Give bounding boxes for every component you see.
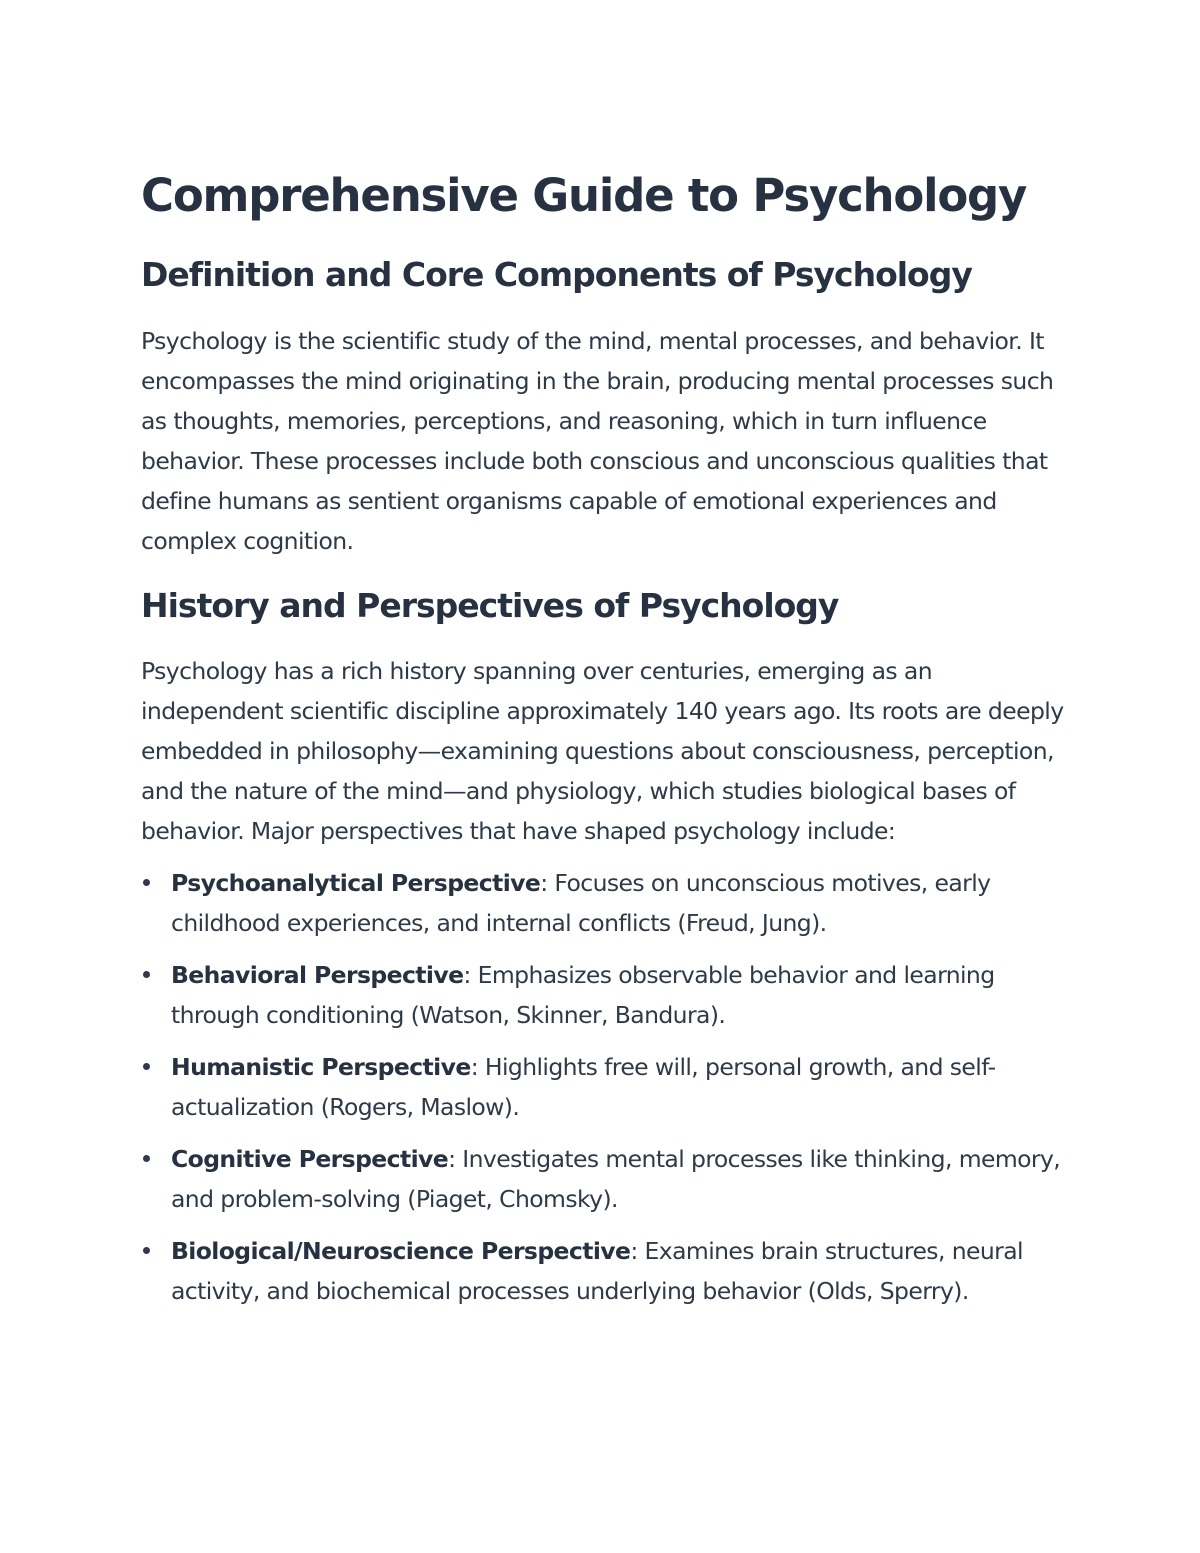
list-item-text: : Examines brain structures, neural activity, and biochemical processes underlying behavior (Olds, Sperry). (171, 1237, 1023, 1305)
bullet-icon (143, 1247, 150, 1254)
list-item-text: : Investigates mental processes like thinking, memory, and problem-solving (Piaget, Chomsky). (171, 1145, 1061, 1213)
bullet-icon (143, 971, 150, 978)
list-item (141, 1231, 1071, 1311)
bullet-icon (143, 1155, 150, 1162)
list-item-text: : Highlights free will, personal growth, and self-actualization (Rogers, Maslow). (171, 1053, 996, 1121)
bullet-icon (143, 879, 150, 886)
section-heading-definition: Definition and Core Components of Psychology (141, 255, 972, 294)
section-paragraph-definition: Psychology is the scientific study of the mind, mental processes, and behavior. It encompasses the mind originating in the brain, producing mental processes such as thoughts, memories, perceptions, and reasoning, which in turn influence behavior. These processes include both conscious and unconscious qualities that define humans as sentient organisms capable of emotional experiences and complex cognition. (141, 327, 1054, 555)
list-item (141, 955, 1071, 1035)
list-item-term: Psychoanalytical Perspective (171, 869, 541, 897)
list-item-text: : Focuses on unconscious motives, early childhood experiences, and internal conflicts (Freud, Jung). (171, 869, 991, 937)
document-page (141, 168, 1071, 1323)
section-heading-history: History and Perspectives of Psychology (141, 586, 839, 625)
section-paragraph-history: Psychology has a rich history spanning over centuries, emerging as an independent scientific discipline approximately 140 years ago. Its roots are deeply embedded in philosophy—examining questions about consciousness, perception, and the nature of the mind—and physiology, which studies biological bases of behavior. Major perspectives that have shaped psychology include: (141, 657, 1064, 845)
list-item-term: Biological/Neuroscience Perspective (171, 1237, 631, 1265)
perspectives-list (141, 863, 1071, 1311)
document-title: Comprehensive Guide to Psychology (141, 169, 1027, 222)
list-item (141, 1139, 1071, 1219)
list-item (141, 863, 1071, 943)
bullet-icon (143, 1063, 150, 1070)
list-item-term: Cognitive Perspective (171, 1145, 449, 1173)
list-item-term: Humanistic Perspective (171, 1053, 471, 1081)
list-item-text: : Emphasizes observable behavior and learning through conditioning (Watson, Skinner, Bandura). (171, 961, 995, 1029)
list-item (141, 1047, 1071, 1127)
list-item-term: Behavioral Perspective (171, 961, 464, 989)
